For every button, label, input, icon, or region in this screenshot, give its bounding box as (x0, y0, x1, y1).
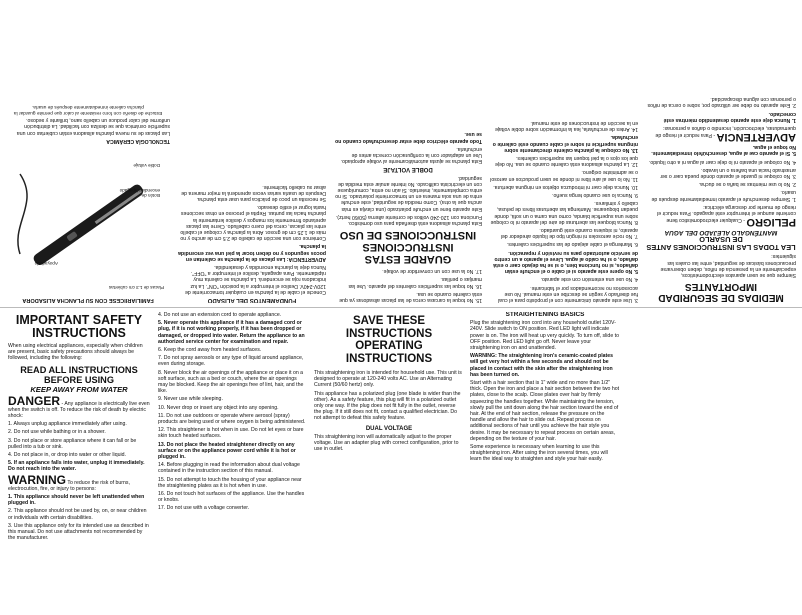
en-operating-column (314, 312, 464, 610)
en-warning-item-2: 2. This appliance should not be used by, on, or near children or individuals with certain disabilities. (8, 508, 147, 521)
en-item-15: 15. Do not attempt to touch the housing of your appliance near the straightening plates as it is hot when in use. (158, 476, 302, 489)
es-c2-p6: 8. Nunca bloquee las aberturas de aire del aparato ni lo coloque sobre una superficie blanda, como una cama o un sofá, donde puedan bloquearse. Mantenga las aberturas libres de pelusa, cabello y similares. (490, 200, 638, 225)
en-keep-away: KEEP AWAY FROM WATER (30, 384, 128, 394)
es-read-heading: LEA TODAS LAS INSTRUCCIONES ANTES DE USARLO (646, 235, 796, 253)
es-c4-p3: Comience con una sección de cabello de 2.5 cm de ancho y no más de 1.25 cm de grosor. Abra la plancha y coloque el cabello entre las placas, cerca del cuero cabelludo. Cierre las placas apretando firmemente los mangos y deslice lentamente la plancha hacia las puntas. Repita el proceso en otras secciones hasta lograr el estilo deseado. (180, 204, 326, 242)
en-dual-voltage-heading: DUAL VOLTAGE (365, 425, 413, 432)
es-basics-heading: FUNDAMENTOS DEL ALISADO (207, 297, 297, 303)
es-peligro-word: PELIGRO (746, 215, 796, 228)
es-dual-text: Esta plancha se ajusta automáticamente al voltaje apropiado. Use un adaptador con la configuración correcta antes de enchufarla. (340, 145, 482, 165)
en-danger-item-3: 3. Do not place or store appliance where it can fall or be pulled into a tub or sink. (8, 437, 137, 450)
es-c2-p1: 3. Use este aparato únicamente con el propósito para el cual fue diseñado y según se describe en este manual. No use accesorios no recomendados por el fabricante. (498, 284, 638, 303)
en-danger-word: DANGER (8, 393, 61, 408)
es-adv-2: 2. Este aparato no debe ser utilizado por, sobre o cerca de niños o personas con alguna discapacidad. (647, 96, 796, 109)
es-safety-title: MEDIDAS DE SEGURIDAD IMPORTANTES (658, 281, 784, 303)
en-op-p1: This straightening iron is intended for household use. This unit is designed to operate at 120-240 volts AC. Use an Alternating Current (50/60 hertz) only. (314, 370, 462, 389)
en-basics-p3: Start with a hair section that is 1" wide and no more than 1/2" thick. Open the iron and place a hair section between the two hot plates, close to the scalp. Close plates over hair by firmly squeezing the handles together. While maintaining the tension, slowly pull the unit down along the hair section toward the end of hair. At the end of hair section, release the pressure on the handle and allow the hair to slide out. Repeat process on additional sections of hair until you achieve the hair style you desire. It may be necessary to repeat process on certain areas, depending on the texture of your hair. (470, 380, 620, 442)
en-warning-item-3: 3. Use this appliance only for its intended use as described in this manual. Do not use attachments not recommended by the manufacturer. (8, 522, 149, 542)
es-dual-heading: DOBLE VOLTAJE (383, 166, 433, 173)
en-basics-heading: STRAIGHTENING BASICS (505, 312, 585, 318)
en-basics-p4: Some experience is necessary when learning to use this straightening iron. After using the iron several times, you will learn the ideal way to straighten and style your hair easily. (470, 444, 608, 463)
es-column-2 (490, 5, 638, 303)
es-c4-p4: Se necesita un poco de práctica para usar esta plancha. Después de usarla varias veces aprenderá la mejor manera de alisar su cabello fácilmente. (181, 183, 326, 202)
en-item-7: 7. Do not spray aerosols or any type of liquid around appliance, even during storage. (158, 355, 304, 368)
en-basics-p1: Plug the straightening iron cord into any household outlet 120V-240V. Slide switch to ON position. Red LED light will indicate power is on. The iron will heat up very quickly. To turn off, slide to OFF position. Red LED light go off. Never leave your straightening iron on and unattended. (470, 320, 619, 352)
es-operating-title: GUARDE ESTAS INSTRUCCIONES INSTRUCCIONES DE USO (339, 228, 477, 265)
es-item-1: 1. Siempre desenchufe el aparato inmediatamente después de usarlo. (651, 189, 796, 202)
es-c2-p10: 12. La plancha alisadora está caliente cuando se usa. No deje que los ojos o la piel toquen las superficies calientes. (494, 154, 638, 168)
en-danger-item-2: 2. Do not use while bathing or in a shower. (8, 429, 106, 436)
en-danger-text: - Any appliance is electrically live even when the switch is off. To reduce the risk of death by electric shock: (8, 400, 150, 420)
en-danger-item-1: 1. Always unplug appliance immediately after using. (8, 421, 127, 428)
en-danger-item-4: 4. Do not place in, or drop into water or other liquid. (8, 452, 126, 459)
es-c3-p5: Este aparato tiene un enchufe polarizado (una clavija es más ancha que la otra). Como medida de seguridad, este enchufe entra de una sola manera en un tomacorriente polarizado. Si no entra completamente, inviertalo. Si aún no entra, comuníquese con un electricista calificado. No intente anular esta medida de seguridad. (335, 174, 482, 212)
es-c3-p6: Todo aparato eléctrico debe estar desenchufado cuando no se use. (335, 131, 482, 144)
es-c2-p4: 6. Mantenga el cable alejado de las superficies calientes. (506, 241, 638, 248)
en-item-13: 13. Do not place the heated straightener directly on any surface or on the appliance power cord while it is hot or plugged in. (158, 441, 296, 461)
es-c4-p1: Conecte el cable de la plancha en cualquier tomacorriente de 120V-240V. Deslice el interruptor a la posición "ON". La luz indicadora roja se encenderá. La plancha se calienta muy rápidamente. Para apagarla, deslice el interruptor a "OFF". Nunca deje la plancha encendida y desatendida. (184, 263, 326, 295)
en-item-11: 11. Do not use outdoors or operate where aerosol (spray) products are being used or where oxygen is being administered. (158, 412, 306, 426)
es-c2-p7: 9. Nunca lo use cuando tenga sueño. (552, 191, 638, 198)
es-switch-label: Botón de encendido/apagado (119, 187, 160, 198)
es-item-2: 2. No lo use mientras se baña o se ducha. (698, 181, 796, 188)
es-item-5: 5. Si el aparato cae al agua, desenchúfelo inmediatamente. No toque el agua. (651, 144, 796, 157)
en-item-8: 8. Never block the air openings of the appliance or place it on a soft surface, such as a bed or couch, where the air openings may be blocked. Keep the air openings free of lint, hair, and the like. (158, 369, 304, 395)
es-keep-away: MANTÉNGALO ALEJADO DEL AGUA (664, 229, 778, 237)
en-safety-title: IMPORTANT SAFETY INSTRUCTIONS (15, 313, 143, 340)
es-c2-p12: 14. Antes de enchufarla, lea la información sobre doble voltaje en la sección de instrucciones de este manual. (494, 119, 638, 133)
en-safety-intro: When using electrical appliances, especially when children are present, basic safety precautions should always be followed, including the following: (8, 343, 143, 362)
es-c2-p9: 11. No lo use al aire libre ni donde se usen productos en aerosol o se administre oxígeno. (490, 169, 638, 182)
en-item-10: 10. Never drop or insert any object into any opening. (158, 404, 279, 411)
en-safety-column-2 (158, 312, 306, 610)
es-c2-p5: 7. No rocíe aerosoles ni ningún tipo de líquido alrededor del aparato, ni siquiera cuando esté guardado. (500, 226, 638, 240)
es-column-3 (334, 5, 482, 303)
en-item-17: 17. Do not use with a voltage converter. (158, 505, 250, 512)
en-warning-word: WARNING (8, 472, 66, 487)
es-item-3: 3. No coloque ni guarde el aparato donde pueda caer o ser arrastrado hacia una bañera o un lavabo. (660, 166, 796, 179)
es-advertencia-text: - Para reducir el riesgo de quemaduras, electrocución, incendio o daños a personas: (655, 124, 796, 138)
es-c3-p4: Esta plancha alisadora está diseñada para uso doméstico. Funciona con 120-240 voltios de corriente alterna (50/60 hertz). (335, 213, 482, 226)
es-c2-p8: 10. Nunca deje caer ni introduzca objetos en ninguna abertura. (493, 183, 638, 190)
en-op-p2: This appliance has a polarized plug (one blade is wider than the other). As a safety feature, this plug will fit in a polarized outlet only one way. If the plug does not fit fully in the outlet, reverse the plug. If it still does not fit, contact a qualified electrician. Do not attempt to defeat this safety feature. (314, 390, 461, 422)
en-dual-voltage-text: This straightening iron will automatically adjust to the proper voltage. Use an adapter plug with correct configuration, prior to use in outlet. (314, 433, 459, 453)
es-intro: Siempre que se usen aparatos electrodomésticos, especialmente en la presencia de niños, deben observarse precauciones básicas de seguridad, entre las cuales las siguientes: (660, 253, 796, 278)
en-item-12: 12. This straightener is hot when in use. Do not let eyes or bare skin touch heated surfaces. (158, 427, 304, 440)
es-c3-p2: 16. No toque las superficies calientes del aparato. Use las manijas o perillas. (348, 276, 482, 289)
en-item-9: 9. Never use while sleeping. (158, 396, 223, 403)
en-item-4: 4. Do not use an extension cord to operate appliance. (158, 312, 282, 318)
es-c2-p3: 5. No opere este aparato si el cable o el enchufe están dañados, si no funciona bien, o si se ha dejado caer o está dañado, o si ha caído al agua. Lleve el aparato a un centro de servicio autorizado para su revisión y reparación. (493, 249, 638, 275)
es-pouch-caption: Estuche de diseño con forro resistente al calor que permite guardar la plancha caliente inmediatamente después de usarla. (13, 104, 163, 115)
en-item-16: 16. Do not touch hot surfaces of the appliance. Use the handles or knobs. (158, 491, 305, 504)
es-column-5 (6, 5, 170, 303)
es-getknow-heading: FAMILIARIÍCESE CON SU PLANCHA ALISADORA (22, 297, 154, 303)
es-advertencia-word: ADVERTENCIA (716, 130, 796, 143)
en-item-5: 5. Never operate this appliance if it has a damaged cord or plug, if it is not working properly, if it has been dropped or damaged, or dropped into water. Return the appliance to an authorized service center for examination and repair. (158, 320, 305, 345)
en-warning-text: To reduce the risk of burns, electrocution, fire, or injury to persons: (8, 479, 130, 492)
es-safety-column (646, 5, 796, 303)
en-danger-item-5: 5. If an appliance falls into water, unplug it immediately. Do not reach into the water. (8, 460, 145, 473)
es-c2-p11: 13. No coloque la plancha caliente directamente sobre ninguna superficie ni sobre el cable cuando esté caliente o enchufada. (492, 134, 638, 153)
es-c4-p2: ADVERTENCIA: Las placas de la plancha se calientan en pocos segundos y no deben tocar la piel una vez encendida la plancha. (178, 243, 326, 262)
es-item-4: 4. No coloque el aparato ni lo deje caer al agua ni a otro líquido. (648, 158, 796, 165)
es-peligro-text: - Cualquier electrodoméstico tiene corriente aunque el interruptor esté apagado. Para reducir el riesgo de muerte por descarga eléctrica: (657, 203, 796, 223)
es-c2-p2: 4. No use una extensión con este aparato. (540, 276, 638, 283)
es-c5-p1: TECNOLOGÍA CERÁMICA (106, 137, 170, 144)
en-basics-warning: WARNING: The straightening iron's ceramic-coated plates will get very hot within a few seconds and should not be placed in contact with the skin after the straightening iron has been turned on. (470, 353, 614, 378)
spanish-panel-upside-down (0, 0, 802, 307)
es-c3-p3: 17. No la use con un convertidor de voltaje. (382, 268, 482, 275)
en-basics-column (470, 312, 620, 610)
es-adv-1: 1. Nunca deje este aparato desatendido mientras esté conectado. (663, 110, 796, 123)
en-operating-title: SAVE THESE INSTRUCTIONS OPERATING INSTRUCTIONS (345, 315, 433, 365)
en-safety-column (8, 312, 150, 610)
es-voltage-label: Doble voltaje (133, 162, 160, 168)
es-c3-p1: 15. No toque la carcasa cerca de las placas alisadoras ya que está caliente cuando se usa. (339, 290, 482, 303)
en-read-heading: READ ALL INSTRUCTIONS BEFORE USING (20, 364, 138, 385)
es-thumb-label: Apoyadedo (34, 260, 58, 266)
es-c5-p2: Las placas de su nueva plancha alisadora están cubiertas con una superficie cerámica que se desliza con facilidad. La distribución uniforme del calor produce un cabello sano, brillante y sedoso. (16, 117, 170, 136)
en-item-14: 14. Before plugging in read the information about dual voltage contained in the instruction section of this manual. (158, 462, 300, 475)
en-item-6: 6. Keep the cord away from heated surfaces. (158, 347, 262, 354)
en-warning-item-1: 1. This appliance should never be left unattended when plugged in. (8, 494, 145, 507)
en-styling-column (626, 312, 778, 610)
es-column-4 (178, 5, 326, 303)
es-plates-label: Placas de 1.3 cm cubiertas (108, 284, 164, 290)
